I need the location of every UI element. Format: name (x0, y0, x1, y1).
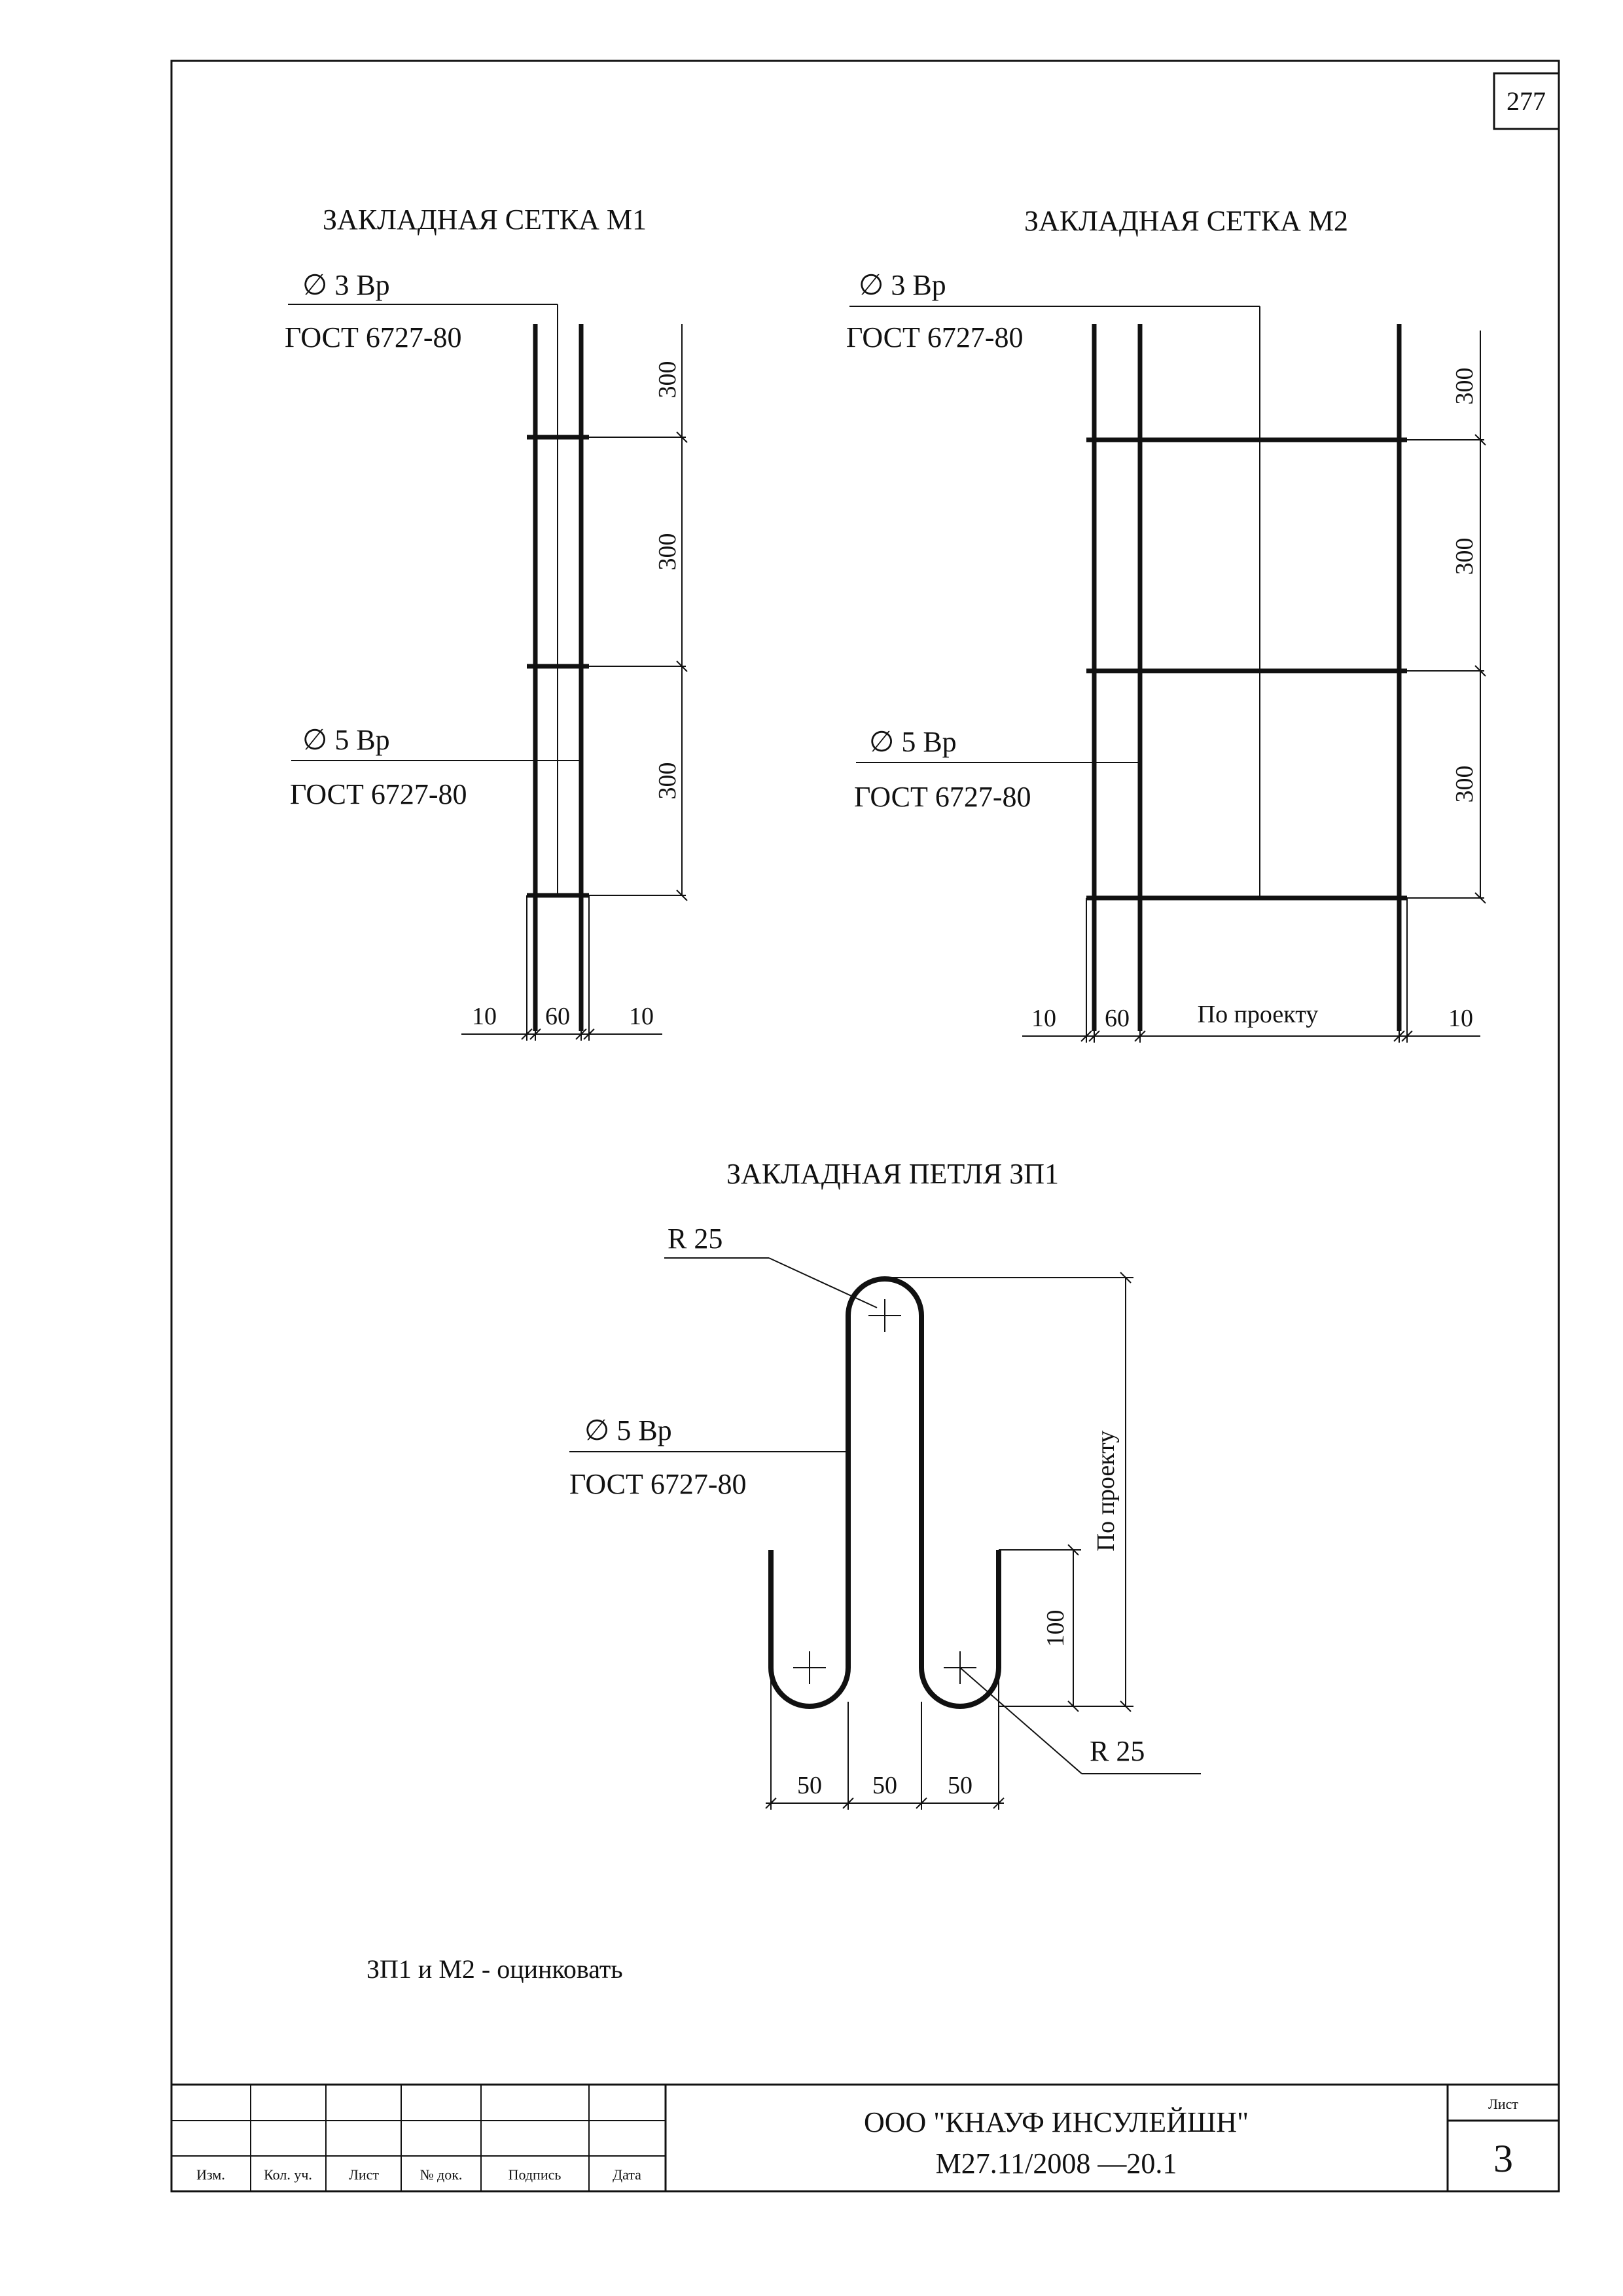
m2-dim-h3: По проекту (1197, 1001, 1319, 1028)
m2-dim-h1: 10 (1031, 1005, 1056, 1032)
r25-top-callout (664, 1223, 877, 1308)
mesh-m1-title: ЗАКЛАДНАЯ СЕТКА М1 (323, 204, 647, 236)
company-name: ООО "КНАУФ ИНСУЛЕЙШН" (863, 2106, 1249, 2138)
m1-top-standard: ГОСТ 6727-80 (285, 321, 462, 353)
loop-dim-height-label: По проекту (1092, 1430, 1120, 1552)
m1-callout-top (285, 269, 558, 353)
m1-dim-h2: 60 (545, 1003, 570, 1030)
m2-dim-v3: 300 (1451, 765, 1478, 803)
mesh-m2-title: ЗАКЛАДНАЯ СЕТКА М2 (1024, 205, 1349, 237)
loop-radius-bottom: R 25 (1090, 1735, 1145, 1767)
col-date: Дата (613, 2166, 641, 2183)
title-block (171, 2085, 1559, 2191)
m2-callout-bottom (854, 726, 1140, 813)
mesh-m1 (285, 204, 687, 1041)
col-signature: Подпись (508, 2166, 562, 2183)
m1-dim-h1: 10 (472, 1003, 497, 1030)
sheet-label: Лист (1488, 2096, 1519, 2112)
m2-callout-top (846, 269, 1260, 353)
m1-top-diameter: ∅ 3 Вр (302, 269, 390, 301)
loop-dim-h3: 50 (948, 1772, 972, 1799)
m2-bottom-standard: ГОСТ 6727-80 (854, 781, 1031, 813)
m2-bottom-diameter: ∅ 5 Вр (869, 726, 957, 758)
sheet-frame (171, 61, 1559, 2191)
m1-dim-v1: 300 (654, 361, 681, 399)
loop-zp1 (569, 1158, 1201, 1810)
galvanize-note: ЗП1 и М2 - оцинковать (366, 1954, 623, 1984)
loop-wire-standard: ГОСТ 6727-80 (569, 1468, 747, 1500)
m1-dim-v3: 300 (654, 762, 681, 800)
loop-dim-h2: 50 (872, 1772, 897, 1799)
m1-bottom-standard: ГОСТ 6727-80 (290, 778, 467, 810)
loop-dim-leg-label: 100 (1042, 1609, 1069, 1647)
m1-dim-v2: 300 (654, 533, 681, 571)
m2-top-standard: ГОСТ 6727-80 (846, 321, 1024, 353)
m2-dim-v2: 300 (1451, 537, 1478, 575)
loop-wire (771, 1279, 999, 1706)
loop-radius-top: R 25 (668, 1223, 723, 1255)
m2-top-diameter: ∅ 3 Вр (859, 269, 946, 301)
col-list: Лист (348, 2166, 380, 2183)
m1-dim-h3: 10 (629, 1003, 654, 1030)
m2-dim-h2: 60 (1105, 1005, 1130, 1032)
sheet-number: 3 (1493, 2137, 1513, 2180)
loop-zp1-title: ЗАКЛАДНАЯ ПЕТЛЯ ЗП1 (726, 1158, 1060, 1190)
m1-dims-vertical (589, 324, 687, 901)
mesh-m2 (846, 205, 1486, 1043)
col-doc-no: № док. (419, 2166, 463, 2183)
m2-dim-h4: 10 (1448, 1005, 1473, 1032)
m1-bottom-diameter: ∅ 5 Вр (302, 724, 390, 756)
loop-dim-h1: 50 (797, 1772, 822, 1799)
loop-wire-callout (569, 1414, 848, 1500)
m2-dim-v1: 300 (1451, 367, 1478, 405)
center-marks (793, 1299, 976, 1684)
col-kol-uch: Кол. уч. (264, 2166, 312, 2183)
document-code: М27.11/2008 —20.1 (935, 2147, 1177, 2179)
col-izm: Изм. (196, 2166, 225, 2183)
loop-wire-diameter: ∅ 5 Вр (584, 1414, 672, 1446)
m2-dims-vertical (1407, 331, 1486, 903)
page-number: 277 (1507, 86, 1546, 116)
page-number-box (1494, 73, 1559, 129)
